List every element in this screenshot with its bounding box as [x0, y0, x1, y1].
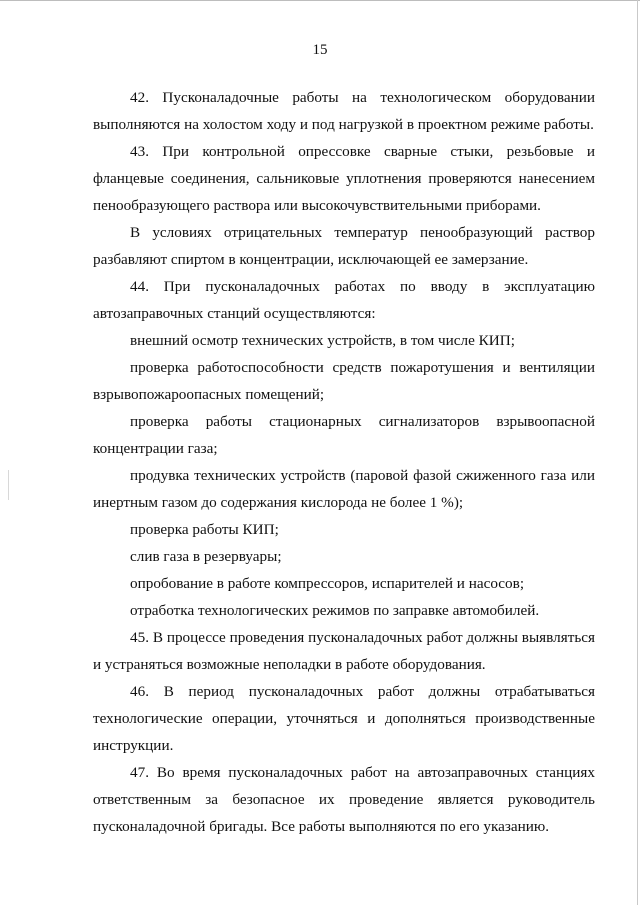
paragraph-44: 44. При пусконаладочных работах по вводу в эксплуатацию автозаправочных станций осуществляются:: [93, 278, 595, 322]
paragraph-43-note: В условиях отрицательных температур пенообразующий раствор разбавляют спиртом в концентрации, исключающей ее замерзание.: [93, 224, 595, 268]
paragraph-45: 45. В процессе проведения пусконаладочных работ должны выявляться и устраняться возможные неполадки в работе оборудования.: [93, 629, 595, 673]
paragraph-43: 43. При контрольной опрессовке сварные стыки, резьбовые и фланцевые соединения, сальниковые уплотнения проверяются нанесением пенообразующего раствора или высокочувствительными приборами.: [93, 143, 595, 214]
list-item: опробование в работе компрессоров, испарителей и насосов;: [130, 575, 525, 592]
document-body: [93, 84, 595, 840]
list-item: отработка технологических режимов по заправке автомобилей.: [130, 602, 540, 619]
page-number: 15: [312, 42, 328, 58]
list-item: слив газа в резервуары;: [130, 548, 282, 565]
list-item: проверка работы стационарных сигнализаторов взрывоопасной концентрации газа;: [93, 413, 595, 457]
paragraph-47: 47. Во время пусконаладочных работ на автозаправочных станциях ответственным за безопасное их проведение является руководитель пусконаладочной бригады. Все работы выполняются по его указанию.: [93, 764, 595, 835]
scan-edge-top: [0, 0, 640, 1]
paragraph-46: 46. В период пусконаладочных работ должны отрабатываться технологические операции, уточняться и дополняться производственные инструкции.: [93, 683, 595, 754]
paragraph-42: 42. Пусконаладочные работы на технологическом оборудовании выполняются на холостом ходу и под нагрузкой в проектном режиме работы.: [93, 89, 595, 133]
list-item: проверка работы КИП;: [130, 521, 279, 538]
list-item: проверка работоспособности средств пожаротушения и вентиляции взрывопожароопасных помещений;: [93, 359, 595, 403]
list-item: продувка технических устройств (паровой фазой сжиженного газа или инертным газом до содержания кислорода не более 1 %);: [93, 467, 595, 511]
scan-edge-right: [637, 0, 638, 905]
scan-speck: [8, 470, 9, 500]
list-item: внешний осмотр технических устройств, в том числе КИП;: [130, 332, 515, 349]
